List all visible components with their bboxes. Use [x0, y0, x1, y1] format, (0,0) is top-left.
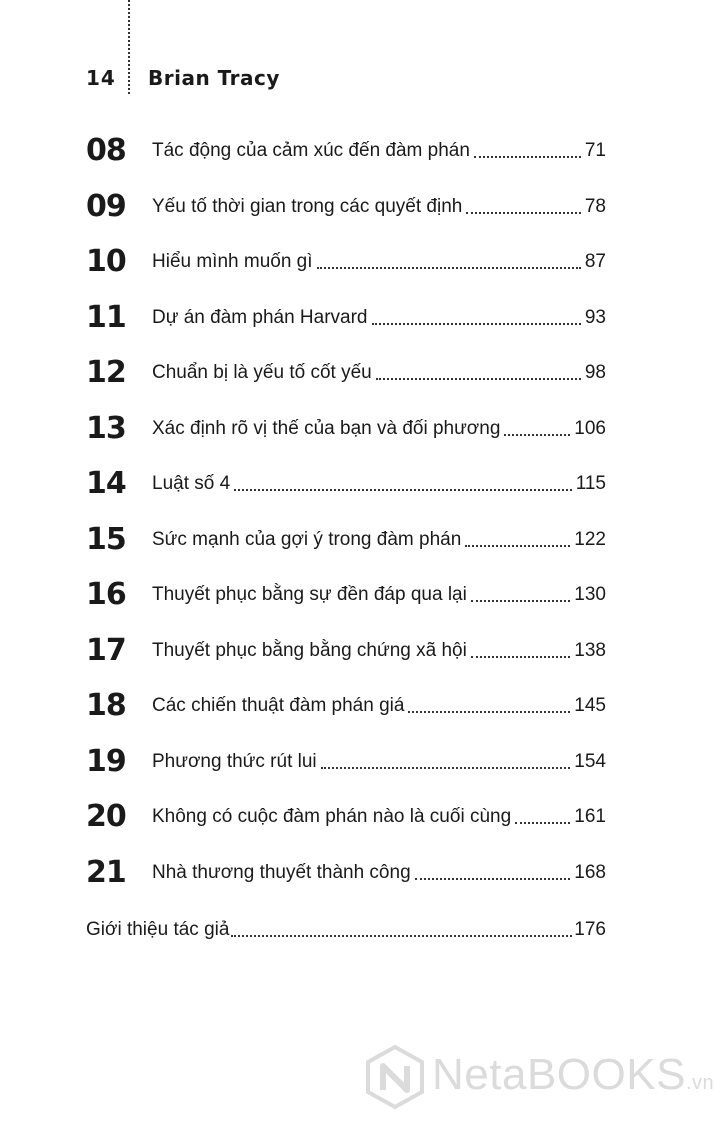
toc-entry[interactable]	[86, 572, 606, 618]
toc-entry[interactable]	[86, 850, 606, 896]
toc-entry-page: 122	[574, 528, 606, 550]
header-dotted-divider	[128, 0, 130, 94]
toc-entry[interactable]	[86, 628, 606, 674]
dot-leader	[231, 935, 572, 937]
dot-leader	[415, 878, 571, 880]
toc-entry-page: 106	[574, 417, 606, 439]
toc-entry-line	[152, 683, 606, 729]
chapter-number: 08	[86, 133, 126, 168]
toc-entry[interactable]	[86, 517, 606, 563]
watermark-suffix: .vn	[685, 1072, 714, 1094]
dot-leader	[408, 711, 570, 713]
author-name: Brian Tracy	[148, 66, 280, 90]
chapter-number: 20	[86, 799, 126, 834]
toc-entry-line	[152, 461, 606, 507]
toc-entry[interactable]	[86, 683, 606, 729]
toc-entry-line	[152, 406, 606, 452]
toc-entry-line	[152, 128, 606, 174]
chapter-number: 15	[86, 521, 126, 557]
toc-entry-title: Dự án đàm phán Harvard	[152, 306, 368, 328]
netabooks-watermark	[364, 1044, 714, 1114]
toc-entry-title: Không có cuộc đàm phán nào là cuối cùng	[152, 806, 512, 827]
toc-entry-title: Tác động của cảm xúc đến đàm phán	[152, 140, 470, 161]
toc-entry-title: Thuyết phục bằng bằng chứng xã hội	[152, 639, 467, 661]
toc-entry-line	[152, 794, 606, 840]
toc-entry-page: 115	[575, 473, 606, 494]
chapter-number: 09	[86, 188, 126, 224]
toc-entry-line	[152, 239, 606, 285]
dot-leader	[471, 656, 570, 658]
chapter-number: 13	[86, 410, 126, 446]
toc-entry-page: 93	[584, 306, 606, 328]
chapter-number: 18	[86, 688, 126, 723]
toc-entry-page: 161	[574, 806, 606, 827]
watermark-brand: NetaBOOKS	[432, 1050, 686, 1099]
chapter-number: 19	[86, 743, 126, 779]
dot-leader	[515, 822, 570, 824]
toc-entry-line	[152, 184, 606, 230]
dot-leader	[321, 767, 571, 769]
toc-entry-title: Yếu tố thời gian trong các quyết định	[152, 195, 463, 217]
toc-entry-line	[152, 350, 606, 396]
toc-entry-page: 154	[574, 750, 606, 772]
chapter-number: 11	[86, 299, 126, 335]
dot-leader	[504, 434, 570, 436]
dot-leader	[471, 600, 570, 602]
toc-entry-title: Chuẩn bị là yếu tố cốt yếu	[152, 362, 372, 383]
toc-entry-title: Sức mạnh của gợi ý trong đàm phán	[152, 528, 462, 550]
toc-entry-title: Các chiến thuật đàm phán giá	[152, 695, 405, 716]
dot-leader	[317, 267, 581, 269]
toc-entry-page: 138	[574, 639, 606, 661]
toc-entry[interactable]	[86, 794, 606, 840]
toc-entry-line	[152, 572, 606, 618]
chapter-number: 14	[86, 466, 126, 501]
chapter-number: 16	[86, 577, 126, 612]
toc-entry[interactable]	[86, 350, 606, 396]
toc-entry-line	[152, 850, 606, 896]
toc-entry-title: Xác định rõ vị thế của bạn và đối phương	[152, 417, 501, 439]
dot-leader	[376, 378, 581, 380]
toc-entry[interactable]	[86, 739, 606, 785]
dot-leader	[474, 156, 581, 158]
chapter-number: 12	[86, 355, 126, 390]
page-number: 14	[86, 66, 116, 90]
toc-entry-page: 87	[584, 251, 606, 272]
toc-entry-line	[152, 739, 606, 785]
toc-entry[interactable]	[86, 128, 606, 174]
toc-entry-line	[152, 295, 606, 341]
chapter-number: 10	[86, 244, 126, 279]
toc-entry[interactable]	[86, 461, 606, 507]
toc-entry-page: 176	[574, 919, 606, 940]
dot-leader	[234, 489, 572, 491]
n-hexagon-logo-icon	[364, 1044, 426, 1110]
toc-entry[interactable]	[86, 184, 606, 230]
toc-entry-page: 168	[574, 861, 606, 883]
watermark-text	[432, 1050, 714, 1100]
toc-entry-page: 78	[584, 195, 606, 217]
toc-entry-line	[152, 628, 606, 674]
toc-entry-title: Phương thức rút lui	[152, 750, 317, 772]
toc-entry-title: Nhà thương thuyết thành công	[152, 861, 411, 883]
toc-entry-title: Giới thiệu tác giả	[86, 919, 230, 940]
toc-entry[interactable]	[86, 406, 606, 452]
toc-entry-title: Hiểu mình muốn gì	[152, 251, 313, 272]
toc-entry-line	[152, 517, 606, 563]
toc-entry[interactable]	[86, 295, 606, 341]
dot-leader	[465, 545, 570, 547]
dot-leader	[466, 212, 581, 214]
chapter-number: 21	[86, 854, 126, 890]
toc-entry[interactable]	[86, 239, 606, 285]
chapter-number: 17	[86, 632, 126, 668]
toc-entry-author-intro[interactable]	[86, 910, 606, 950]
running-header	[86, 66, 386, 98]
toc-entry-page: 98	[584, 362, 606, 383]
toc-entry-title: Thuyết phục bằng sự đền đáp qua lại	[152, 584, 467, 605]
toc-entry-page: 71	[584, 140, 606, 161]
toc-entry-title: Luật số 4	[152, 473, 231, 494]
dot-leader	[372, 323, 581, 325]
toc-entry-page: 145	[574, 695, 606, 716]
toc-entry-page: 130	[574, 584, 606, 605]
